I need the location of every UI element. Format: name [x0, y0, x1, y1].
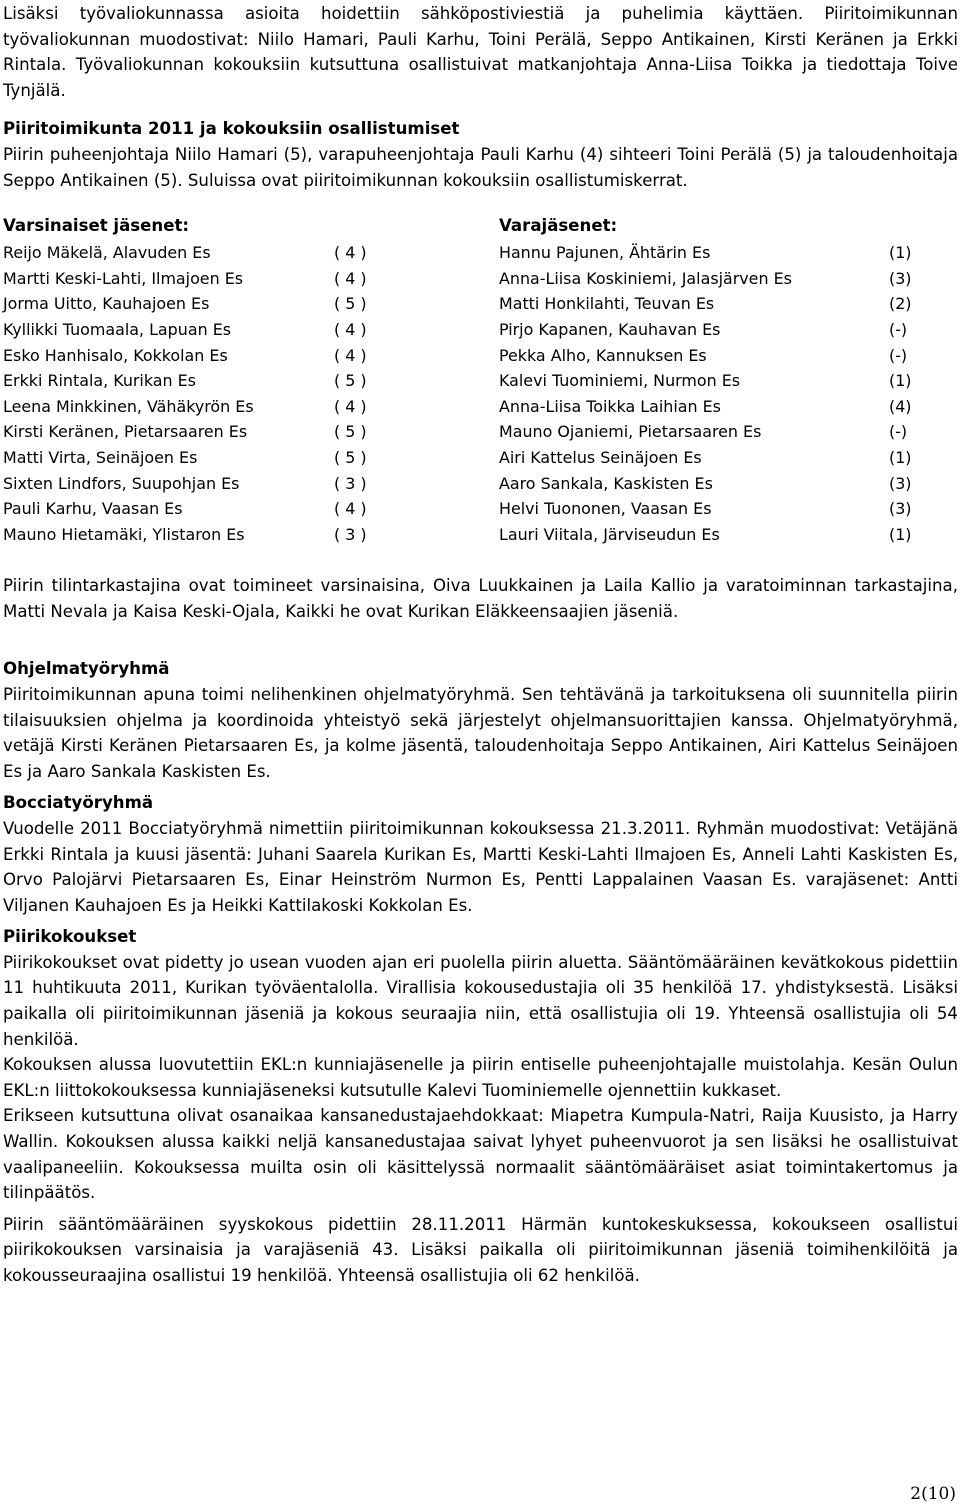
member-row — [3, 419, 388, 445]
member-name: Martti Keski-Lahti, Ilmajoen Es — [3, 268, 244, 288]
member-name: Pauli Karhu, Vaasan Es — [3, 499, 183, 519]
page-number: 2(10) — [910, 1484, 956, 1504]
member-name: Reijo Mäkelä, Alavuden Es — [3, 243, 211, 263]
attendance-count: (1) — [889, 371, 912, 391]
member-row — [499, 343, 919, 369]
attendance-count: ( 5 ) — [334, 294, 367, 314]
member-name: Esko Hanhisalo, Kokkolan Es — [3, 345, 228, 365]
attendance-count: ( 4 ) — [334, 243, 367, 263]
meetings-paragraph: Piirikokoukset ovat pidetty jo usean vuoden ajan eri puolella piirin aluetta. Sääntömääräinen kevätkokous pidettiin 11 huhtikuuta 2011, Kurikan työväentalolla. Virallisia kokousedustajia oli 35 henkilöä 17. yhdistyksestä. Lisäksi paikalla oli piiritoimikunnan jäseniä ja kokous seuraajia niin, että osallistujia oli 19. Yhteensä osallistujia oli 54 henkilöä. — [3, 952, 958, 1049]
member-name: Jorma Uitto, Kauhajoen Es — [3, 294, 210, 314]
attendance-count: (3) — [889, 499, 912, 519]
member-name: Kyllikki Tuomaala, Lapuan Es — [3, 319, 232, 339]
committee-heading: Piiritoimikunta 2011 ja kokouksiin osallistumiset — [3, 119, 460, 139]
attendance-count: ( 3 ) — [334, 473, 367, 493]
member-row — [499, 522, 919, 548]
program-heading: Ohjelmatyöryhmä — [3, 659, 170, 679]
member-name: Mauno Hietamäki, Ylistaron Es — [3, 524, 245, 544]
member-row — [3, 368, 388, 394]
member-name: Anna-Liisa Toikka Laihian Es — [499, 396, 721, 416]
meetings-heading: Piirikokoukset — [3, 927, 137, 947]
regular-members-column — [3, 212, 388, 547]
member-row — [499, 445, 919, 471]
member-row — [3, 522, 388, 548]
member-row — [499, 266, 919, 292]
member-name: Helvi Tuononen, Vaasan Es — [499, 499, 712, 519]
document-page — [3, 0, 958, 1289]
attendance-count: ( 3 ) — [334, 524, 367, 544]
member-name: Anna-Liisa Koskiniemi, Jalasjärven Es — [499, 268, 792, 288]
attendance-count: (3) — [889, 473, 912, 493]
attendance-count: (4) — [889, 396, 912, 416]
member-row — [499, 240, 919, 266]
member-row — [3, 496, 388, 522]
member-name: Pekka Alho, Kannuksen Es — [499, 345, 707, 365]
member-row — [499, 317, 919, 343]
attendance-count: ( 4 ) — [334, 319, 367, 339]
member-name: Hannu Pajunen, Ähtärin Es — [499, 243, 711, 263]
member-row — [499, 419, 919, 445]
boccia-paragraph: Vuodelle 2011 Bocciatyöryhmä nimettiin piiritoimikunnan kokouksessa 21.3.2011. Ryhmän muodostivat: Vetäjänä Erkki Rintala ja kuusi jäsentä: Juhani Saarela Kurikan Es, Martti Keski-Lahti Ilmajoen Es, Anneli Lahti Kaskisten Es, Orvo Palojärvi Pietarsaaren Es, Einar Heinström Nurmon Es, Pentti Lappalainen Vaasan Es. varajäsenet: Antti Viljanen Kauhajoen Es ja Heikki Kattilakoski Kokkolan Es. — [3, 818, 958, 915]
member-name: Mauno Ojaniemi, Pietarsaaren Es — [499, 422, 762, 442]
member-row — [3, 317, 388, 343]
member-name: Leena Minkkinen, Vähäkyrön Es — [3, 396, 254, 416]
member-row — [3, 343, 388, 369]
member-name: Kalevi Tuominiemi, Nurmon Es — [499, 371, 741, 391]
member-name: Kirsti Keränen, Pietarsaaren Es — [3, 422, 248, 442]
member-row — [499, 471, 919, 497]
attendance-count: (1) — [889, 243, 912, 263]
member-name: Airi Kattelus Seinäjoen Es — [499, 447, 702, 467]
member-name: Matti Virta, Seinäjoen Es — [3, 447, 198, 467]
attendance-count: ( 4 ) — [334, 345, 367, 365]
attendance-count: (-) — [889, 319, 908, 339]
boccia-heading: Bocciatyöryhmä — [3, 793, 154, 813]
meetings-paragraph: Erikseen kutsuttuna olivat osanaikaa kansanedustajaehdokkaat: Miapetra Kumpula-Natri, Raija Kuusisto, ja Harry Wallin. Kokouksen alussa kaikki neljä kansanedustajaa saivat lyhyet puheenvuorot ja sen lisäksi he osallistuivat vaalipaneeliin. Kokouksessa muilta osin oli käsittelyssä normaalit sääntömääräiset asiat toimintakertomus ja tilinpäätös. — [3, 1106, 958, 1203]
member-roster — [3, 212, 958, 548]
attendance-count: (1) — [889, 524, 912, 544]
intro-paragraph: Lisäksi työvaliokunnassa asioita hoidettiin sähköpostiviestiä ja puhelimia käyttäen. Piiritoimikunnan työvaliokunnan muodostivat: Niilo Hamari, Pauli Karhu, Toini Perälä, Seppo Antikainen, Kirsti Keränen ja Erkki Rintala. Työvaliokunnan kokouksiin kutsuttuna osallistuivat matkanjohtaja Anna-Liisa Toikka ja tiedottaja Toive Tynjälä. — [3, 4, 958, 100]
attendance-count: ( 5 ) — [334, 371, 367, 391]
attendance-count: (2) — [889, 294, 912, 314]
member-row — [499, 496, 919, 522]
member-row — [3, 445, 388, 471]
attendance-count: ( 4 ) — [334, 396, 367, 416]
attendance-count: (-) — [889, 422, 908, 442]
meetings-paragraph: Kokouksen alussa luovutettiin EKL:n kunniajäsenelle ja piirin entiselle puheenjohtajalle muistolahja. Kesän Oulun EKL:n liittokokouksessa kunniajäseneksi kutsutulle Kalevi Tuominiemelle ojennettiin kukkaset. — [3, 1055, 958, 1100]
member-row — [3, 471, 388, 497]
meetings-paragraph: Piirin sääntömääräinen syyskokous pidettiin 28.11.2011 Härmän kuntokeskuksessa, kokoukseen osallistui piirikokouksen varsinaisia ja varajäseniä 43. Lisäksi paikalla oli piiritoimikunnan jäseniä toimihenkilöitä ja kokousseuraajina osallistui 19 henkilöä. Yhteensä osallistujia oli 62 henkilöä. — [3, 1214, 958, 1285]
member-name: Sixten Lindfors, Suupohjan Es — [3, 473, 240, 493]
member-name: Pirjo Kapanen, Kauhavan Es — [499, 319, 721, 339]
deputy-members-heading: Varajäsenet: — [499, 216, 618, 236]
attendance-count: (1) — [889, 447, 912, 467]
member-name: Lauri Viitala, Järviseudun Es — [499, 524, 720, 544]
member-name: Aaro Sankala, Kaskisten Es — [499, 473, 713, 493]
attendance-count: ( 5 ) — [334, 447, 367, 467]
attendance-count: (3) — [889, 268, 912, 288]
member-row — [499, 394, 919, 420]
member-row — [3, 291, 388, 317]
regular-members-heading: Varsinaiset jäsenet: — [3, 216, 190, 236]
deputy-members-column — [499, 212, 919, 547]
program-paragraph: Piiritoimikunnan apuna toimi nelihenkinen ohjelmatyöryhmä. Sen tehtävänä ja tarkoituksena oli suunnitella piirin tilaisuuksien ohjelma ja koordinoida yhteistyö sekä järjestelyt ohjelmansuorittajien kanssa. Ohjelmatyöryhmä, vetäjä Kirsti Keränen Pietarsaaren Es, ja kolme jäsentä, taloudenhoitaja Seppo Antikainen, Airi Kattelus Seinäjoen Es ja Aaro Sankala Kaskisten Es. — [3, 684, 958, 781]
auditors-paragraph: Piirin tilintarkastajina ovat toimineet varsinaisina, Oiva Luukkainen ja Laila Kallio ja varatoiminnan tarkastajina, Matti Nevala ja Kaisa Keski-Ojala, Kaikki he ovat Kurikan Eläkkeensaajien jäseniä. — [3, 576, 958, 621]
member-row — [499, 291, 919, 317]
attendance-count: ( 4 ) — [334, 268, 367, 288]
member-name: Matti Honkilahti, Teuvan Es — [499, 294, 715, 314]
attendance-count: (-) — [889, 345, 908, 365]
member-row — [3, 266, 388, 292]
member-row — [3, 394, 388, 420]
committee-paragraph: Piirin puheenjohtaja Niilo Hamari (5), varapuheenjohtaja Pauli Karhu (4) sihteeri Toini Perälä (5) ja taloudenhoitaja Seppo Antikainen (5). Suluissa ovat piiritoimikunnan kokouksiin osallistumiskerrat. — [3, 144, 958, 190]
attendance-count: ( 5 ) — [334, 422, 367, 442]
member-name: Erkki Rintala, Kurikan Es — [3, 371, 196, 391]
member-row — [499, 368, 919, 394]
member-row — [3, 240, 388, 266]
attendance-count: ( 4 ) — [334, 499, 367, 519]
